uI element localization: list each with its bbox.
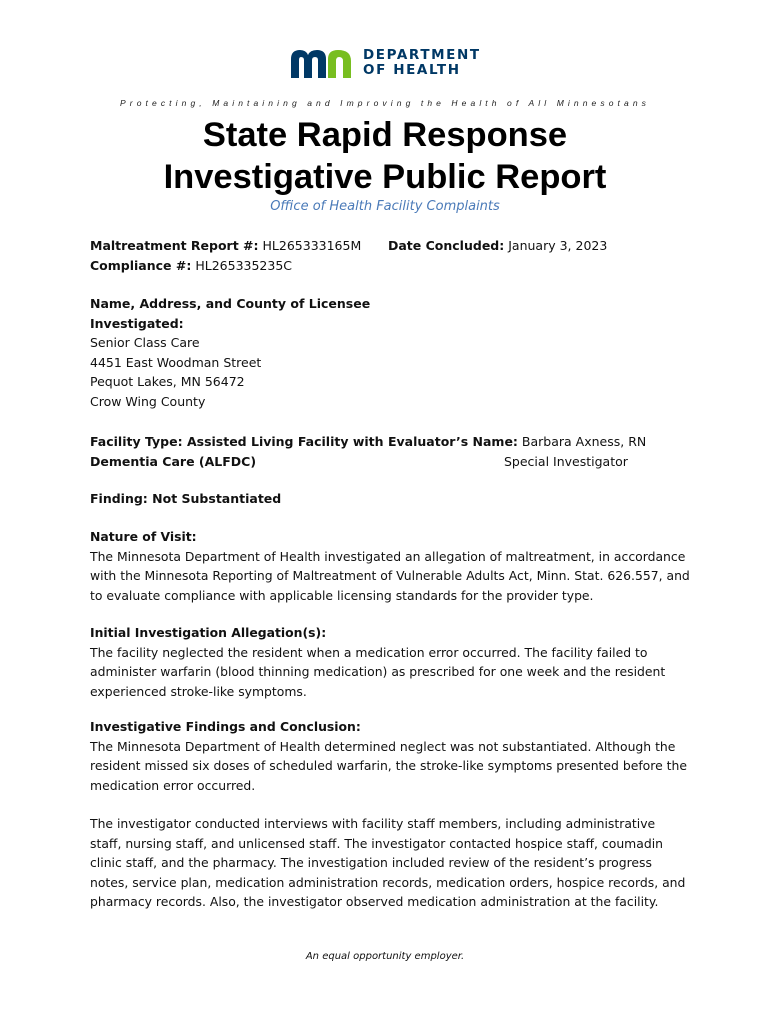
findings-section <box>90 717 690 795</box>
allegation-heading: Initial Investigation Allegation(s): <box>90 625 327 640</box>
evaluator-line <box>388 432 646 452</box>
nature-body: The Minnesota Department of Health investigated an allegation of maltreatment, in accordance with the Minnesota Reporting of Maltreatment of Vulnerable Adults Act, Minn. Stat. 626.557, and to evaluate compliance with applicable licensing standards for the provider type. <box>90 548 690 603</box>
page-title <box>0 114 770 198</box>
licensee-street: 4451 East Woodman Street <box>90 354 262 370</box>
nature-of-visit-section <box>90 527 690 605</box>
maltreatment-report-line <box>90 236 361 256</box>
licensee-heading-1: Name, Address, and County of Licensee <box>90 296 371 311</box>
title-line-1: State Rapid Response <box>202 116 568 154</box>
mn-logo-icon <box>290 47 354 79</box>
nature-heading: Nature of Visit: <box>90 529 197 544</box>
allegation-body: The facility neglected the resident when a medication error occurred. The facility failed to administer warfarin (blood thinning medication) as prescribed for one week and the resident experienced stroke-like symptoms. <box>90 644 666 699</box>
findings-heading: Investigative Findings and Conclusion: <box>90 719 361 734</box>
licensee-heading-2: Investigated: <box>90 315 184 331</box>
finding-status: Finding: Not Substantiated <box>90 491 282 506</box>
date-concluded-line <box>388 236 607 256</box>
licensee-county: Crow Wing County <box>90 393 206 409</box>
date-label: Date Concluded: <box>388 238 505 253</box>
licensee-city: Pequot Lakes, MN 56472 <box>90 374 245 389</box>
allegation-section <box>90 623 690 701</box>
facility-type-block <box>90 432 384 471</box>
logo-wordmark <box>363 48 481 78</box>
mdh-logo <box>290 46 481 80</box>
compliance-label: Compliance #: <box>90 258 192 273</box>
logo-line-1: DEPARTMENT <box>363 47 481 63</box>
compliance-line <box>90 256 292 276</box>
findings-body: The Minnesota Department of Health determined neglect was not substantiated. Although the resident missed six doses of scheduled warfarin, the stroke-like symptoms presented before the medication error occurred. <box>90 738 687 793</box>
logo-line-2: OF HEALTH <box>363 62 461 78</box>
page-subtitle: Office of Health Facility Complaints <box>270 199 500 214</box>
facility-type-line-2: Dementia Care (ALFDC) <box>90 453 257 469</box>
licensee-name: Senior Class Care <box>90 335 200 350</box>
compliance-value: HL265335235C <box>195 258 293 273</box>
evaluator-title: Special Investigator <box>504 454 628 469</box>
facility-type-line-1: Facility Type: Assisted Living Facility with <box>90 434 384 449</box>
licensee-block <box>90 294 370 411</box>
evaluator-name: Barbara Axness, RN <box>521 434 647 449</box>
interviews-paragraph: The investigator conducted interviews with facility staff members, including administrative staff, nursing staff, and unlicensed staff. The investigator contacted hospice staff, coumadin clinic staff, and the pharmacy. The investigation included review of the resident’s progress notes, service plan, medication administration records, medication orders, hospice records, and pharmacy records. Also, the investigator observed medication administration at the facility. <box>90 816 686 909</box>
maltreatment-value: HL265333165M <box>262 238 362 253</box>
maltreatment-label: Maltreatment Report #: <box>90 238 259 253</box>
footer-note: An equal opportunity employer. <box>305 951 465 962</box>
date-value: January 3, 2023 <box>508 238 608 253</box>
title-line-2: Investigative Public Report <box>163 158 607 196</box>
tagline: Protecting, Maintaining and Improving the Health of All Minnesotans <box>120 98 650 108</box>
evaluator-label: Evaluator’s Name: <box>388 434 518 449</box>
